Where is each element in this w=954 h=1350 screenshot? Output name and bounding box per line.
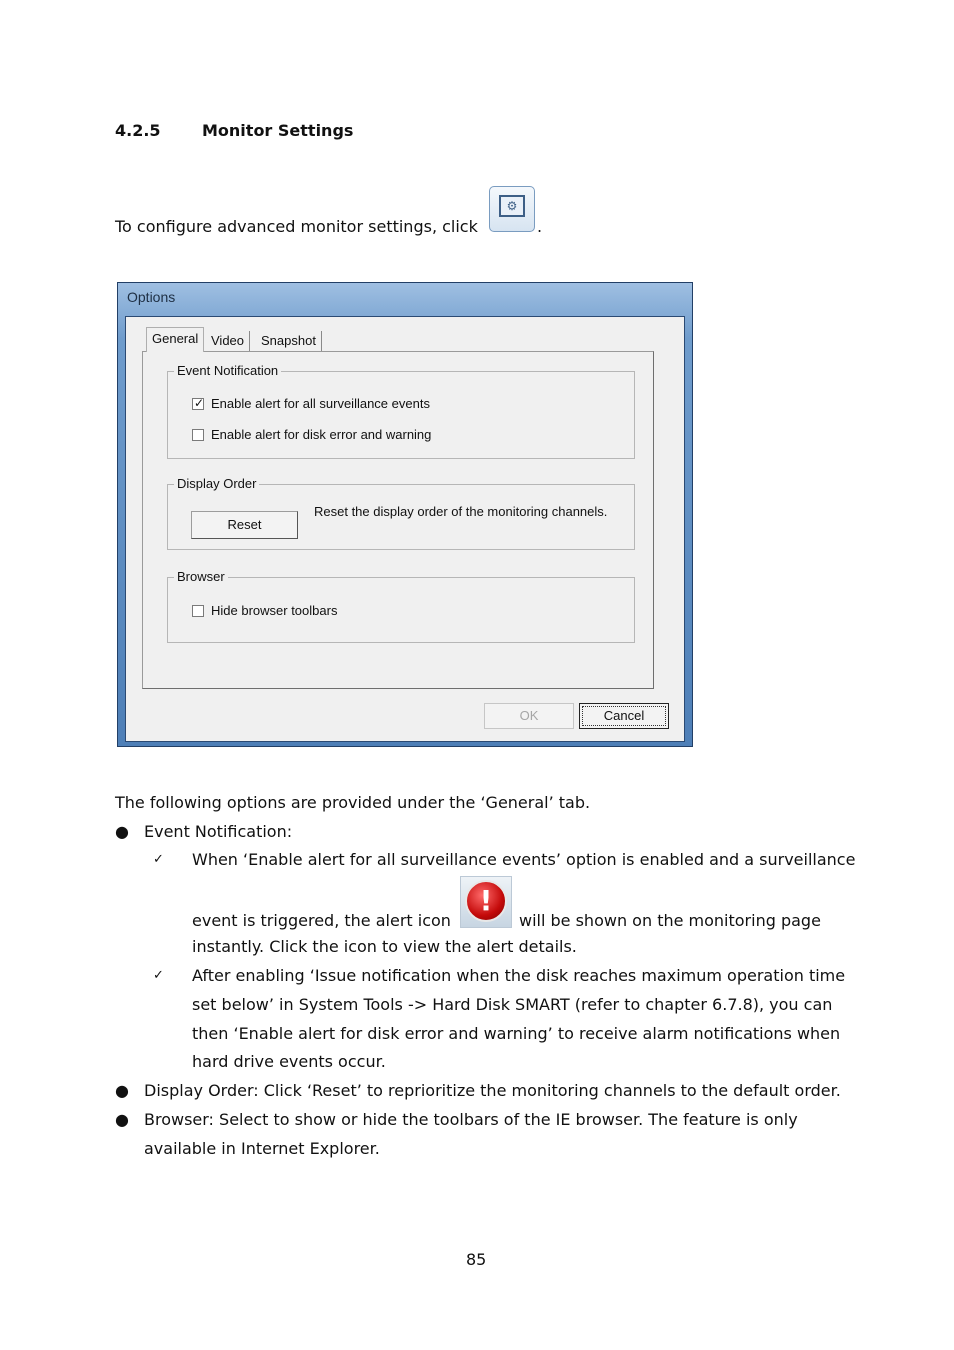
bullet-browser-line2: available in Internet Explorer. [144,1139,380,1158]
intro-text: To configure advanced monitor settings, click [115,217,478,236]
options-dialog [117,282,693,747]
alert-disk-error-checkbox[interactable] [192,429,204,441]
dialog-title: Options [127,289,176,305]
bullet-event-notification: Event Notification: [144,822,293,841]
browser-title: Browser [174,569,228,584]
bullet-browser-line1: Browser: Select to show or hide the toolbars of the IE browser. The feature is only [144,1110,798,1129]
event-notification-group [167,363,635,459]
check-bullet-icon: ✓ [153,852,164,867]
tab-snapshot[interactable]: Snapshot [256,331,322,351]
check1-line2-after: will be shown on the monitoring page [519,911,821,930]
browser-group [167,569,635,643]
display-order-group [167,476,635,550]
page-number: 85 [466,1250,487,1269]
tab-general[interactable]: General [146,327,204,352]
general-tab-panel [142,351,654,689]
section-number: 4.2.5 [115,121,161,140]
hide-toolbars-checkbox[interactable] [192,605,204,617]
alert-all-events-checkbox[interactable] [192,398,204,410]
bullet-icon: ● [115,822,129,841]
check2-line3: then ‘Enable alert for disk error and warning’ to receive alarm notifications when [192,1024,841,1043]
check-bullet-icon: ✓ [153,968,164,983]
check-mark-icon: ✓ [193,396,205,410]
check1-line2-before: event is triggered, the alert icon [192,911,451,930]
alert-all-events-label: Enable alert for all surveillance events [211,396,430,411]
dialog-client-area [125,316,685,742]
general-tab-intro: The following options are provided under the ‘General’ tab. [115,793,591,812]
event-notification-title: Event Notification [174,363,281,378]
check2-line4: hard drive events occur. [192,1052,386,1071]
check2-line2: set below’ in System Tools -> Hard Disk SMART (refer to chapter 6.7.8), you can [192,995,833,1014]
bullet-icon: ● [115,1110,129,1129]
check2-line1: After enabling ‘Issue notification when the disk reaches maximum operation time [192,966,846,985]
reset-button[interactable]: Reset [191,511,298,539]
tab-video[interactable]: Video [206,331,250,351]
display-order-title: Display Order [174,476,259,491]
display-order-description: Reset the display order of the monitoring channels. [314,504,608,519]
bullet-display-order: Display Order: Click ‘Reset’ to reprioritize the monitoring channels to the default order. [144,1081,841,1100]
bullet-icon: ● [115,1081,129,1100]
intro-period: . [537,217,543,236]
monitor-settings-icon[interactable]: ⚙ [489,186,535,232]
check1-line3: instantly. Click the icon to view the alert details. [192,937,577,956]
hide-toolbars-label: Hide browser toolbars [211,603,338,618]
section-title: Monitor Settings [202,121,354,140]
cancel-button[interactable]: Cancel [579,703,669,729]
alert-disk-error-label: Enable alert for disk error and warning [211,427,432,442]
check1-line1: When ‘Enable alert for all surveillance events’ option is enabled and a surveillance [192,850,856,869]
ok-button[interactable]: OK [484,703,574,729]
alert-exclamation-icon: ! [460,876,512,928]
